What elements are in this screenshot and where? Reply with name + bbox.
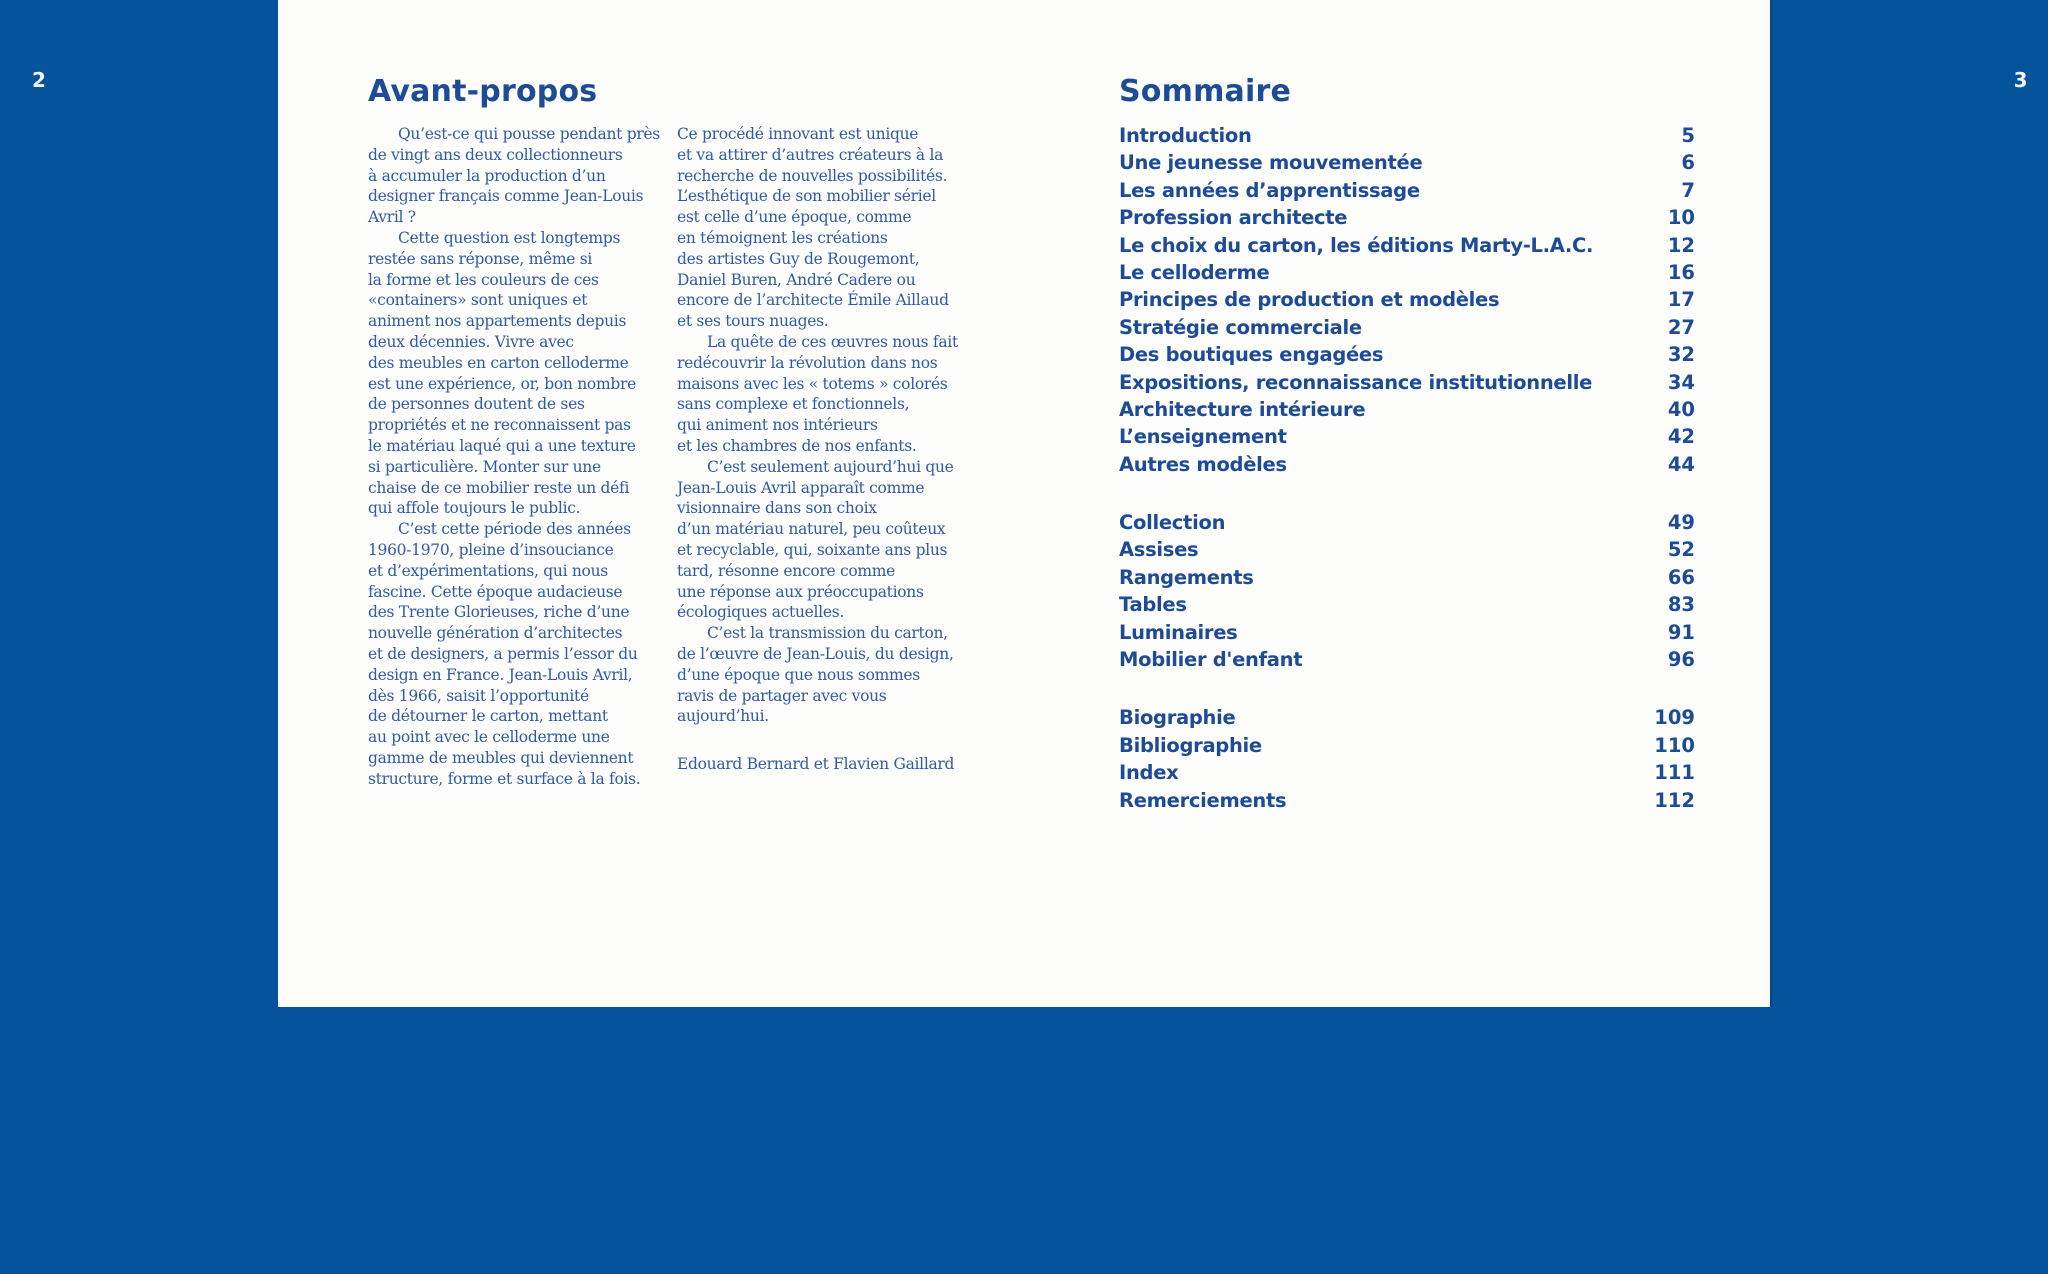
foreword-line: 1960-1970, pleine d’insouciance	[368, 540, 614, 559]
foreword-column-2	[677, 124, 960, 790]
toc-entry-label: Le choix du carton, les éditions Marty-L.A.C.	[1119, 233, 1594, 257]
toc-entry	[1119, 261, 1695, 288]
foreword-line: gamme de meubles qui deviennent	[368, 748, 634, 767]
toc-entry	[1119, 288, 1695, 315]
foreword-line: des artistes Guy de Rougemont,	[677, 249, 920, 268]
toc-entry	[1119, 621, 1695, 648]
toc-entry-page-number: 66	[1667, 565, 1695, 589]
foreword-line: «containers» sont uniques et	[368, 291, 588, 310]
toc-entry-page-number: 111	[1654, 761, 1695, 785]
toc-entry-page-number: 34	[1667, 370, 1695, 394]
foreword-line: au point avec le celloderme une	[368, 728, 610, 747]
toc-entry-page-number: 112	[1654, 788, 1695, 812]
foreword-line: design en France. Jean-Louis Avril,	[368, 665, 633, 684]
foreword-line: maisons avec les « totems » colorés	[677, 374, 948, 393]
foreword-line: Ce procédé innovant est unique	[677, 125, 919, 143]
toc-entry-label: Remerciements	[1119, 788, 1287, 812]
toc-entry-label: Stratégie commerciale	[1119, 315, 1362, 339]
toc-entry	[1119, 734, 1695, 761]
toc-entry-page-number: 5	[1681, 124, 1695, 147]
page-foreword	[278, 0, 1024, 1007]
foreword-title: Avant-propos	[368, 74, 598, 109]
foreword-line: recherche de nouvelles possibilités.	[677, 166, 948, 185]
toc-entry-label: Une jeunesse mouvementée	[1119, 151, 1423, 175]
foreword-line: Cette question est longtemps	[398, 228, 621, 247]
foreword-line: une réponse aux préoccupations	[677, 582, 924, 601]
toc-group	[1119, 511, 1695, 675]
foreword-line: L’esthétique de son mobilier sériel	[677, 187, 936, 206]
toc-entry	[1119, 151, 1695, 178]
foreword-line: et les chambres de nos enfants.	[677, 436, 917, 455]
foreword-line: et va attirer d’autres créateurs à la	[677, 145, 944, 164]
toc-entry-page-number: 40	[1667, 397, 1695, 421]
toc-entry	[1119, 511, 1695, 538]
foreword-line: écologiques actuelles.	[677, 603, 844, 622]
foreword-signature: Edouard Bernard et Flavien Gaillard	[677, 755, 955, 774]
foreword-line: est celle d’une époque, comme	[677, 208, 912, 227]
toc-entry	[1119, 593, 1695, 620]
left-page-number: 2	[32, 68, 47, 92]
foreword-line: d’un matériau naturel, peu coûteux	[677, 520, 946, 539]
foreword-line: de l’œuvre de Jean-Louis, du design,	[677, 644, 954, 663]
foreword-line: tard, résonne encore comme	[677, 561, 896, 580]
foreword-line: qui affole toujours le public.	[368, 499, 581, 518]
foreword-line: visionnaire dans son choix	[677, 499, 877, 518]
toc-entry-label: Collection	[1119, 511, 1226, 535]
foreword-line: Qu’est-ce qui pousse pendant près	[398, 125, 660, 143]
toc-entry-label: Bibliographie	[1119, 733, 1262, 757]
foreword-line: d’une époque que nous sommes	[677, 665, 920, 684]
toc-entry-label: Des boutiques engagées	[1119, 343, 1384, 367]
foreword-line: le matériau laqué qui a une texture	[368, 436, 636, 455]
toc-entry-label: Autres modèles	[1119, 452, 1287, 476]
toc-entry-label: Luminaires	[1119, 620, 1238, 644]
foreword-line: propriétés et ne reconnaissent pas	[368, 416, 631, 435]
right-page-number: 3	[2013, 68, 2028, 92]
toc-entry-page-number: 6	[1681, 151, 1695, 175]
toc-entry	[1119, 648, 1695, 675]
toc-entry	[1119, 425, 1695, 452]
foreword-columns	[368, 124, 960, 790]
foreword-line: et ses tours nuages.	[677, 312, 829, 331]
toc-entry-page-number: 109	[1654, 706, 1695, 730]
book-spread	[278, 0, 1770, 1007]
foreword-line: redécouvrir la révolution dans nos	[677, 353, 938, 372]
foreword-line: C’est la transmission du carton,	[707, 624, 948, 643]
toc-entry-label: Expositions, reconnaissance institutionnelle	[1119, 370, 1593, 394]
toc-entry-label: Biographie	[1119, 706, 1236, 730]
toc-entry-label: Les années d’apprentissage	[1119, 178, 1420, 202]
foreword-line: structure, forme et surface à la fois.	[368, 769, 641, 788]
foreword-line: fascine. Cette époque audacieuse	[368, 582, 623, 601]
toc-entry-page-number: 27	[1667, 315, 1695, 339]
toc-entry-page-number: 110	[1654, 733, 1695, 757]
toc-entry	[1119, 761, 1695, 788]
toc-entry-label: Le celloderme	[1119, 260, 1270, 284]
toc-entry	[1119, 538, 1695, 565]
foreword-line: chaise de ce mobilier reste un défi	[368, 478, 630, 497]
toc-entry-page-number: 83	[1667, 593, 1695, 617]
foreword-line: encore de l’architecte Émile Aillaud	[677, 291, 949, 310]
foreword-line: Avril ?	[368, 208, 416, 227]
foreword-line: et de designers, a permis l’essor du	[368, 644, 638, 663]
foreword-line: C’est cette période des années	[398, 520, 631, 539]
toc-entry-page-number: 32	[1667, 343, 1695, 367]
toc-entry-page-number: 7	[1681, 178, 1695, 202]
toc-entry	[1119, 453, 1695, 480]
foreword-line: Jean-Louis Avril apparaît comme	[677, 478, 925, 497]
page-sommaire	[1024, 0, 1770, 1007]
foreword-line: restée sans réponse, même si	[368, 249, 593, 268]
toc-entry	[1119, 566, 1695, 593]
toc-entry-page-number: 96	[1667, 648, 1695, 672]
toc-entry-label: Rangements	[1119, 565, 1254, 589]
foreword-line: si particulière. Monter sur une	[368, 457, 601, 476]
foreword-line: C’est seulement aujourd’hui que	[707, 457, 954, 476]
toc-entry-page-number: 49	[1667, 511, 1695, 535]
toc-group	[1119, 124, 1695, 480]
foreword-line: designer français comme Jean-Louis	[368, 187, 644, 206]
foreword-line: ravis de partager avec vous	[677, 686, 887, 705]
foreword-column-1	[368, 124, 660, 790]
toc-entry	[1119, 789, 1695, 816]
toc-group	[1119, 706, 1695, 816]
foreword-line: à accumuler la production d’un	[368, 166, 606, 185]
toc-entry	[1119, 316, 1695, 343]
table-of-contents	[1119, 124, 1695, 816]
foreword-line: de détourner le carton, mettant	[368, 707, 608, 726]
foreword-line: des meubles en carton celloderme	[368, 353, 629, 372]
toc-entry	[1119, 343, 1695, 370]
toc-title: Sommaire	[1119, 74, 1292, 109]
toc-entry-page-number: 44	[1667, 452, 1695, 476]
foreword-line: de vingt ans deux collectionneurs	[368, 145, 623, 164]
toc-entry-page-number: 10	[1667, 206, 1695, 230]
foreword-line: aujourd’hui.	[677, 707, 769, 726]
foreword-line: et recyclable, qui, soixante ans plus	[677, 540, 948, 559]
toc-entry-page-number: 42	[1667, 425, 1695, 449]
foreword-line: deux décennies. Vivre avec	[368, 332, 574, 351]
foreword-line: La quête de ces œuvres nous fait	[707, 332, 958, 351]
foreword-line: dès 1966, saisit l’opportunité	[368, 686, 589, 705]
toc-entry	[1119, 179, 1695, 206]
toc-entry-label: Tables	[1119, 593, 1187, 617]
foreword-line: et d’expérimentations, qui nous	[368, 561, 608, 580]
toc-entry	[1119, 124, 1695, 151]
toc-entry-label: L’enseignement	[1119, 425, 1287, 449]
foreword-line: des Trente Glorieuses, riche d’une	[368, 603, 630, 622]
foreword-line: en témoignent les créations	[677, 228, 888, 247]
foreword-line: qui animent nos intérieurs	[677, 416, 878, 435]
toc-entry-label: Index	[1119, 761, 1179, 785]
toc-entry-label: Principes de production et modèles	[1119, 288, 1500, 312]
toc-entry-page-number: 91	[1667, 620, 1695, 644]
toc-entry-label: Mobilier d'enfant	[1119, 648, 1303, 672]
toc-entry	[1119, 371, 1695, 398]
toc-entry	[1119, 234, 1695, 261]
toc-entry-label: Architecture intérieure	[1119, 397, 1366, 421]
foreword-line: la forme et les couleurs de ces	[368, 270, 599, 289]
foreword-line: de personnes doutent de ses	[368, 395, 585, 414]
toc-entry-label: Introduction	[1119, 124, 1252, 147]
toc-entry-page-number: 17	[1667, 288, 1695, 312]
toc-entry-page-number: 52	[1667, 538, 1695, 562]
toc-entry	[1119, 706, 1695, 733]
toc-entry-label: Assises	[1119, 538, 1199, 562]
toc-entry-label: Profession architecte	[1119, 206, 1348, 230]
foreword-line: Daniel Buren, André Cadere ou	[677, 270, 916, 289]
foreword-line: est une expérience, or, bon nombre	[368, 374, 636, 393]
foreword-line: sans complexe et fonctionnels,	[677, 395, 910, 414]
foreword-line: nouvelle génération d’architectes	[368, 624, 623, 643]
toc-entry	[1119, 206, 1695, 233]
toc-entry	[1119, 398, 1695, 425]
foreword-line: animent nos appartements depuis	[368, 312, 627, 331]
toc-entry-page-number: 16	[1667, 260, 1695, 284]
toc-entry-page-number: 12	[1667, 233, 1695, 257]
